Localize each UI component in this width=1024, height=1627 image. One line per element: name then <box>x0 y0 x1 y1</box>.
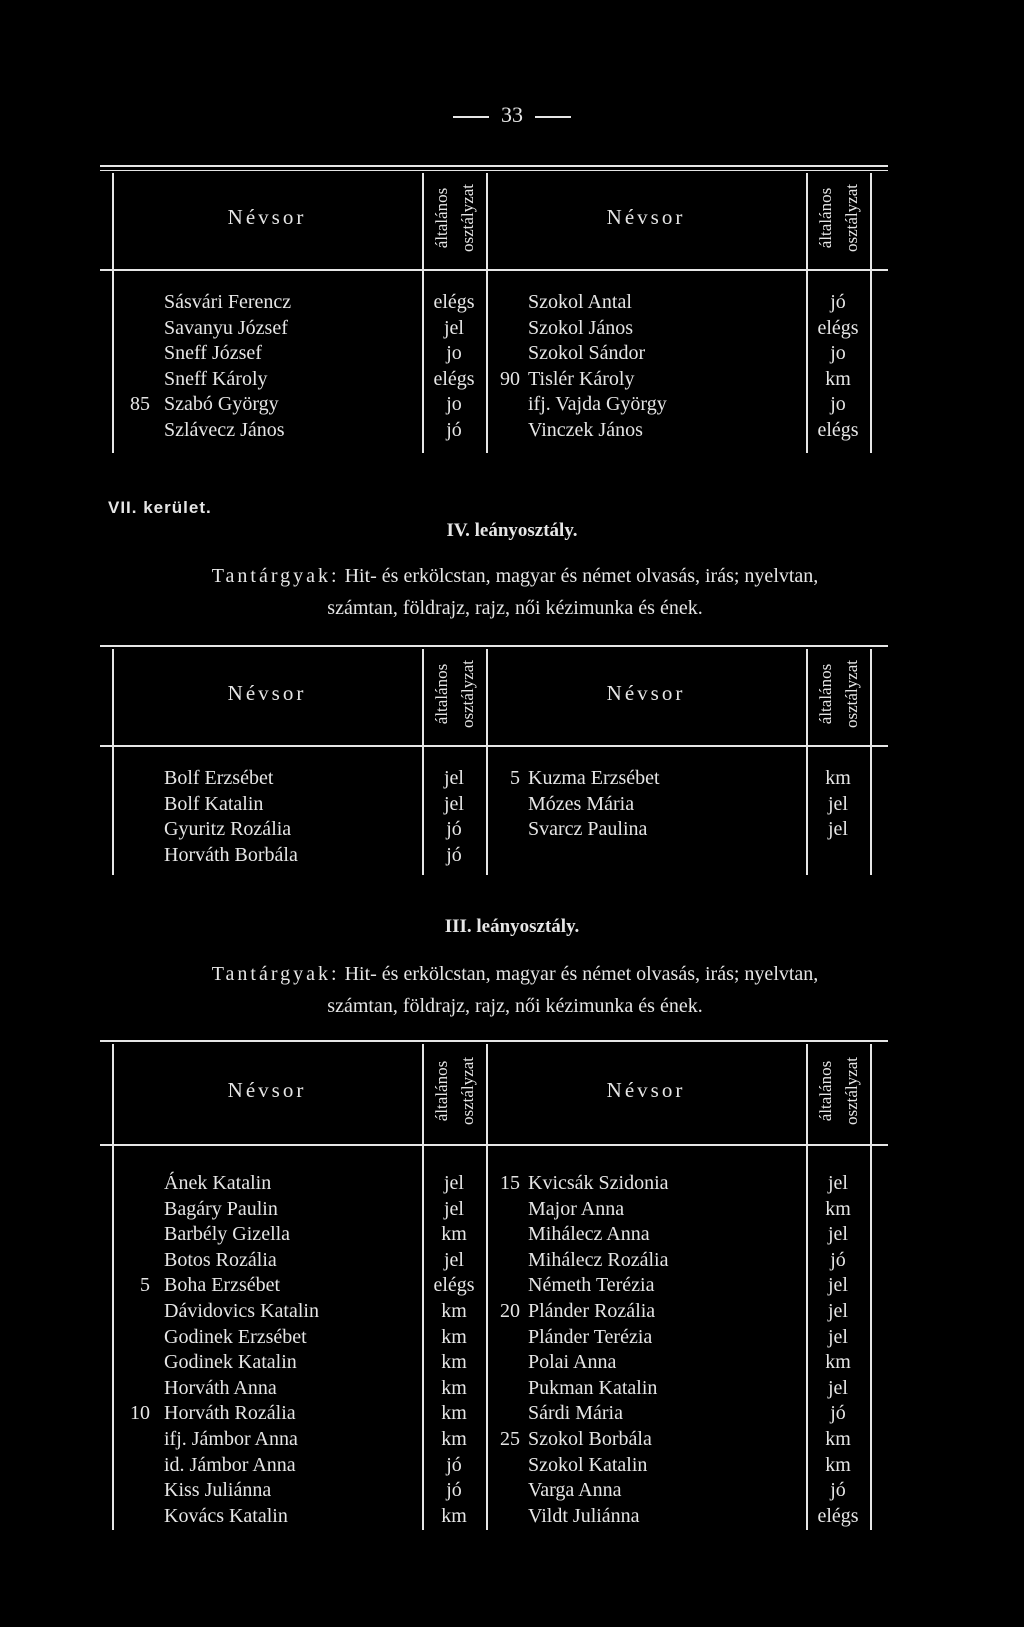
table-top-rule <box>100 165 888 167</box>
table-row <box>100 1503 888 1529</box>
grade-left: km <box>441 1223 467 1246</box>
student-name-left: Szlávecz János <box>164 418 285 441</box>
table-row <box>100 1452 888 1478</box>
grade-right: jel <box>828 1300 848 1322</box>
table-row <box>100 289 888 315</box>
class-title-iv: IV. leányosztály. <box>446 520 578 541</box>
subjects-iii <box>60 958 970 1022</box>
subjects-iv <box>60 560 970 624</box>
table-row <box>100 1170 888 1196</box>
grade-right: jel <box>828 818 848 840</box>
table-row <box>100 765 888 791</box>
grade-right: jó <box>830 1479 846 1502</box>
table-row <box>100 1196 888 1222</box>
header-rule <box>100 1144 888 1146</box>
row-number-left: 10 <box>130 1402 150 1425</box>
table-top-rule-2 <box>100 170 888 171</box>
student-name-right: Major Anna <box>528 1197 625 1220</box>
grade-right: jó <box>830 1248 846 1271</box>
student-name-right: Varga Anna <box>528 1479 622 1502</box>
grade-left: km <box>441 1325 467 1348</box>
student-name-left: Savanyu József <box>164 316 288 339</box>
student-name-left: Horváth Borbála <box>164 843 298 866</box>
student-name-left: Bagáry Paulin <box>164 1197 278 1220</box>
student-name-left: Kiss Juliánna <box>164 1479 272 1502</box>
grade-left: km <box>441 1300 467 1322</box>
header-osztalyzat-right: osztályzat <box>842 1057 861 1125</box>
grade-right: jo <box>830 393 846 415</box>
student-name-right: Polai Anna <box>528 1351 617 1374</box>
grade-left: jó <box>446 1453 462 1476</box>
student-name-left: Gyuritz Rozália <box>164 818 292 840</box>
subjects-line1: Hit- és erkölcstan, magyar és német olvasás, irás; nyelvtan, <box>344 565 819 587</box>
dash-right <box>535 116 571 118</box>
grade-left: km <box>441 1428 467 1450</box>
student-name-left: Szabó György <box>164 393 279 415</box>
grade-right: jo <box>830 342 846 364</box>
subjects-line1: Hit- és erkölcstan, magyar és német olvasás, irás; nyelvtan, <box>344 963 819 985</box>
table-row <box>100 417 888 443</box>
table-row <box>100 1247 888 1273</box>
class-title-iii: III. leányosztály. <box>444 916 580 937</box>
grade-right: jó <box>830 291 846 313</box>
table-top-rule <box>100 645 888 647</box>
student-name-right: Vildt Juliánna <box>528 1504 640 1527</box>
grade-right: jel <box>828 1325 848 1348</box>
grade-left: jo <box>446 393 462 415</box>
header-altalanos-right: általános <box>816 1060 835 1122</box>
student-name-right: Plánder Rozália <box>528 1300 656 1322</box>
grade-right: jel <box>828 1223 848 1246</box>
student-name-left: Bolf Erzsébet <box>164 767 274 789</box>
grade-right: elégs <box>817 418 859 441</box>
grade-right: elégs <box>817 1504 859 1527</box>
header-nevsor-left: Névsor <box>227 681 307 705</box>
grade-left: km <box>441 1504 467 1527</box>
row-number-left: 5 <box>140 1274 150 1297</box>
header-osztalyzat-right: osztályzat <box>842 184 861 252</box>
header-nevsor-right: Névsor <box>606 1078 686 1102</box>
grade-right: km <box>825 1453 851 1476</box>
student-name-left: Horváth Anna <box>164 1376 277 1399</box>
student-name-right: Pukman Katalin <box>528 1376 658 1399</box>
student-name-right: Mózes Mária <box>528 792 635 815</box>
row-number-right: 25 <box>500 1428 520 1450</box>
table-row <box>100 791 888 817</box>
table-row <box>100 1375 888 1401</box>
row-number-right: 15 <box>500 1172 520 1194</box>
grade-left: jel <box>444 792 464 815</box>
grade-left: elégs <box>433 1274 475 1297</box>
grade-right: jel <box>828 1376 848 1399</box>
grade-right: km <box>825 1428 851 1450</box>
student-name-right: Kvicsák Szidonia <box>528 1172 669 1194</box>
grade-left: jó <box>446 418 462 441</box>
grade-right: jel <box>828 1274 848 1297</box>
student-name-left: Ánek Katalin <box>164 1172 272 1194</box>
subjects-label: Tantárgyak: <box>211 963 340 985</box>
student-name-left: Dávidovics Katalin <box>164 1300 319 1322</box>
grade-right: jó <box>830 1402 846 1425</box>
grade-left: jel <box>444 1172 464 1194</box>
student-name-right: Sárdi Mária <box>528 1402 623 1425</box>
table-row <box>100 1477 888 1503</box>
student-name-left: Bolf Katalin <box>164 792 264 815</box>
subjects-line2: számtan, földrajz, rajz, női kézimunka és ének. <box>327 995 703 1017</box>
row-number-right: 5 <box>510 767 520 789</box>
student-name-right: ifj. Vajda György <box>528 393 667 415</box>
student-name-right: Plánder Terézia <box>528 1325 653 1348</box>
table-row <box>100 1426 888 1452</box>
district-label: VII. kerület. <box>108 498 212 517</box>
grade-right: jel <box>828 792 848 815</box>
subjects-line2: számtan, földrajz, rajz, női kézimunka és ének. <box>327 597 703 619</box>
student-name-left: Godinek Katalin <box>164 1351 297 1374</box>
table-row <box>100 366 888 392</box>
student-name-left: ifj. Jámbor Anna <box>164 1428 298 1450</box>
student-name-right: Mihálecz Rozália <box>528 1248 669 1271</box>
grade-right: km <box>825 367 851 390</box>
header-altalanos-left: általános <box>432 1060 451 1122</box>
header-rule <box>100 269 888 271</box>
dash-left <box>453 116 489 118</box>
grade-left: jó <box>446 1479 462 1502</box>
table-row <box>100 315 888 341</box>
table-top-rule <box>100 1040 888 1042</box>
header-osztalyzat-right: osztályzat <box>842 660 861 728</box>
row-number-right: 90 <box>500 367 520 390</box>
table-section3 <box>100 1040 888 1530</box>
row-number-right: 20 <box>500 1300 520 1322</box>
student-name-left: Godinek Erzsébet <box>164 1325 307 1348</box>
student-name-left: Botos Rozália <box>164 1248 277 1271</box>
grade-right: elégs <box>817 316 859 339</box>
student-name-right: Mihálecz Anna <box>528 1223 650 1246</box>
header-altalanos-left: általános <box>432 187 451 249</box>
grade-left: km <box>441 1402 467 1425</box>
student-name-right: Szokol János <box>528 316 633 339</box>
student-name-left: Sneff József <box>164 342 262 364</box>
grade-left: jel <box>444 316 464 339</box>
grade-left: jó <box>446 818 462 840</box>
grade-right: jel <box>828 1172 848 1194</box>
table-section1 <box>100 165 888 453</box>
student-name-right: Kuzma Erzsébet <box>528 767 660 789</box>
grade-left: jo <box>446 342 462 364</box>
grade-right: km <box>825 1351 851 1374</box>
grade-left: jel <box>444 1197 464 1220</box>
grade-left: km <box>441 1351 467 1374</box>
student-name-right: Vinczek János <box>528 418 643 441</box>
student-name-right: Szokol Katalin <box>528 1453 648 1476</box>
row-number-left: 85 <box>130 393 150 415</box>
student-name-right: Szokol Antal <box>528 291 632 313</box>
student-name-right: Szokol Sándor <box>528 342 646 364</box>
student-name-left: Barbély Gizella <box>164 1223 291 1246</box>
subjects-label: Tantárgyak: <box>211 565 340 587</box>
grade-left: elégs <box>433 291 475 313</box>
header-nevsor-right: Névsor <box>606 681 686 705</box>
table-section2 <box>100 645 888 875</box>
table-row <box>100 391 888 417</box>
grade-left: jó <box>446 843 462 866</box>
header-osztalyzat-left: osztályzat <box>458 1057 477 1125</box>
grade-right: km <box>825 767 851 789</box>
header-osztalyzat-left: osztályzat <box>458 660 477 728</box>
table-row <box>100 340 888 366</box>
table-row <box>100 816 888 842</box>
header-altalanos-right: általános <box>816 187 835 249</box>
header-nevsor-left: Névsor <box>227 1078 307 1102</box>
page-number-text: 33 <box>501 102 523 127</box>
grade-left: jel <box>444 767 464 789</box>
table-row <box>100 1400 888 1426</box>
grade-left: km <box>441 1376 467 1399</box>
table-row <box>100 1298 888 1324</box>
table-row <box>100 842 888 868</box>
student-name-right: Svarcz Paulina <box>528 818 648 840</box>
page-number <box>0 102 1024 128</box>
student-name-left: Sneff Károly <box>164 367 268 390</box>
grade-left: jel <box>444 1248 464 1271</box>
student-name-left: Kovács Katalin <box>164 1504 288 1527</box>
student-name-right: Szokol Borbála <box>528 1428 652 1450</box>
table-row <box>100 1272 888 1298</box>
header-nevsor-left: Névsor <box>227 205 307 229</box>
student-name-left: Sásvári Ferencz <box>164 291 292 313</box>
table-row <box>100 1221 888 1247</box>
table-row <box>100 1324 888 1350</box>
table-row <box>100 1349 888 1375</box>
student-name-right: Németh Terézia <box>528 1274 655 1297</box>
student-name-left: Boha Erzsébet <box>164 1274 281 1297</box>
header-rule <box>100 745 888 747</box>
student-name-right: Tislér Károly <box>528 367 635 390</box>
grade-right: km <box>825 1197 851 1220</box>
student-name-left: Horváth Rozália <box>164 1402 296 1425</box>
header-altalanos-left: általános <box>432 663 451 725</box>
header-nevsor-right: Névsor <box>606 205 686 229</box>
grade-left: elégs <box>433 367 475 390</box>
student-name-left: id. Jámbor Anna <box>164 1453 296 1476</box>
header-altalanos-right: általános <box>816 663 835 725</box>
header-osztalyzat-left: osztályzat <box>458 184 477 252</box>
